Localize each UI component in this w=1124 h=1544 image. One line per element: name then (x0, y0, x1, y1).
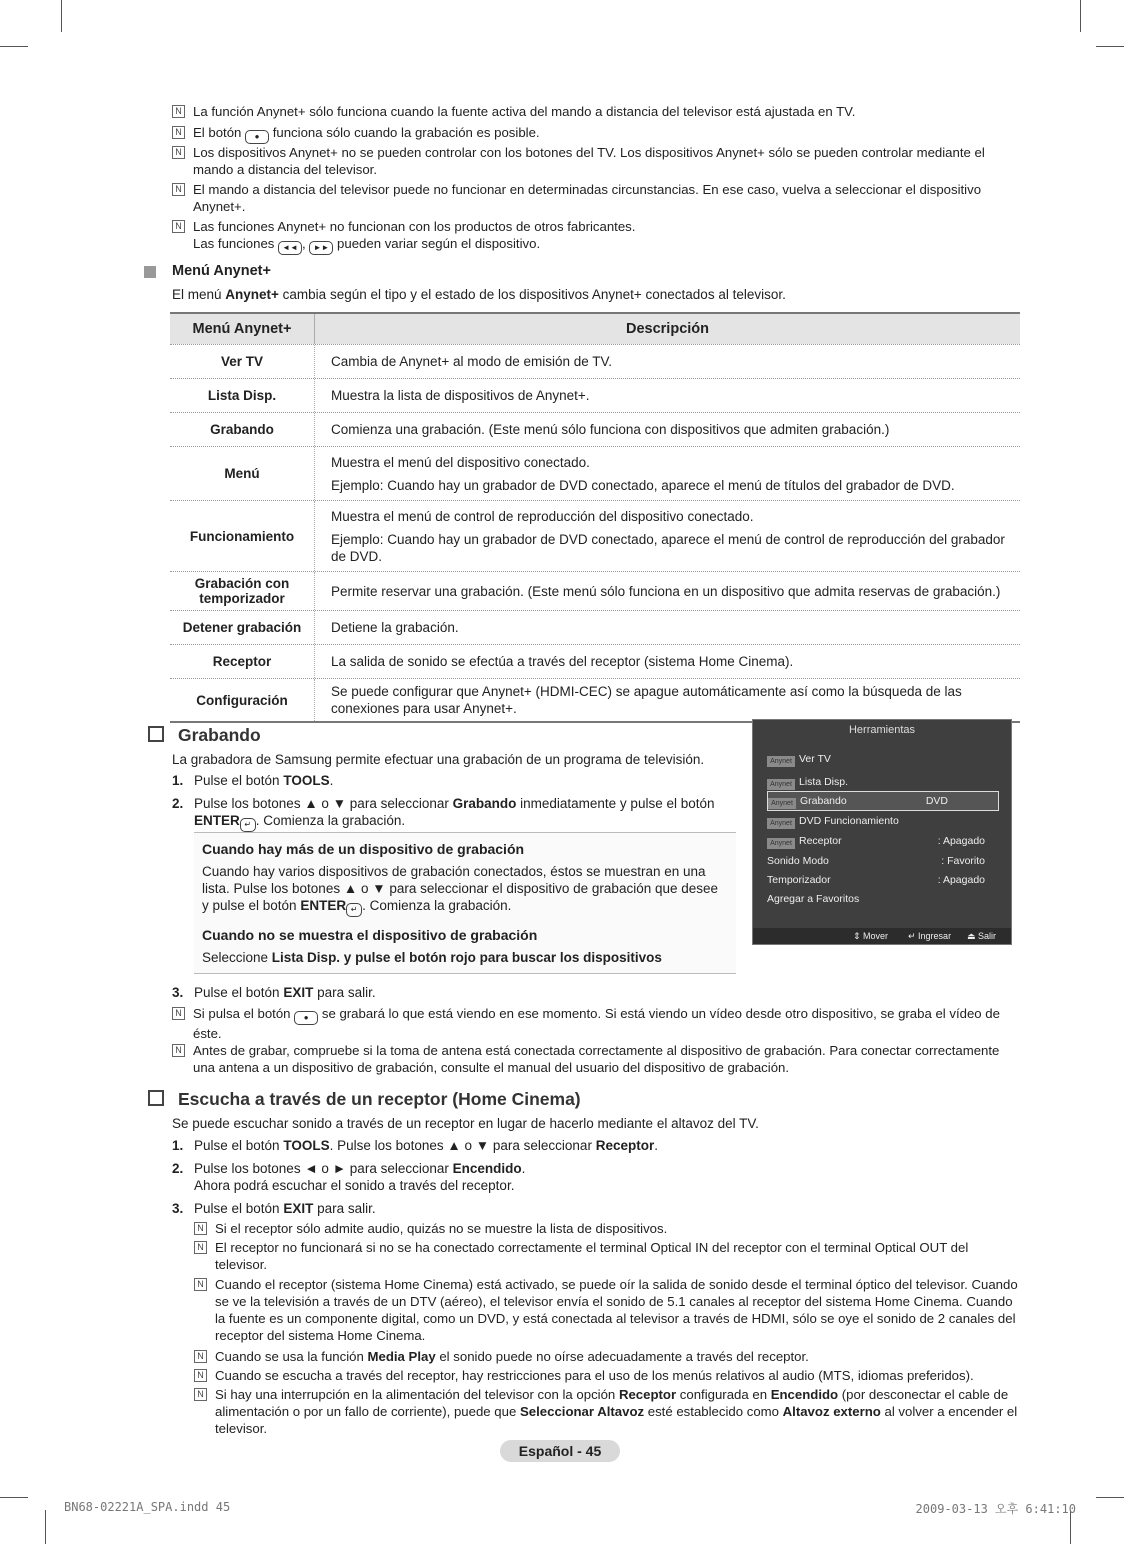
rewind-button-icon: ◄◄ (278, 241, 302, 255)
page-number: Español - 45 (500, 1440, 620, 1462)
section-title-grabando: Grabando (148, 725, 261, 746)
tools-menu-item: Sonido Modo : Favorito (767, 855, 985, 867)
table-cell-menu: Receptor (170, 645, 315, 678)
note: N La función Anynet+ sólo funciona cuando la fuente activa del mando a distancia del televisor está ajustada en TV. (172, 103, 1022, 120)
note-icon: N (172, 183, 185, 196)
table-row (170, 571, 1020, 610)
note: N Antes de grabar, compruebe si la toma de antena está conectada correctamente al dispositivo de grabación. Para conectar correctamente una antena a un dispositivo de grabación, consulte el manual del usuario del dispositivo de grabación. (172, 1042, 1022, 1076)
table-cell-menu: Configuración (170, 679, 315, 721)
table-cell-desc: Detiene la grabación. (331, 620, 459, 635)
section-heading: Menú Anynet+ (172, 263, 271, 279)
info-box (194, 832, 736, 974)
table-cell-menu: Grabación con temporizador (170, 572, 315, 610)
note-icon: N (194, 1388, 207, 1401)
note: N Cuando el receptor (sistema Home Cinema) está activado, se puede oír la salida de sonido desde el terminal óptico del televisor. Cuando se ve la televisión a través de un DTV (aéreo), el televisor envía el sonido de 5.1 canales al receptor del sistema Home Cinema. Cuando la fuente es un componente digital, como un DVD, y está conectada al televisor a través de HDMI, sólo se oye el sonido de 2 canales del receptor del sistema Home Cinema. (194, 1276, 1022, 1344)
crop-mark (1096, 46, 1124, 47)
table-cell-desc: Muestra el menú del dispositivo conectado. Ejemplo: Cuando hay un grabador de DVD conectado, aparece el menú de títulos del grabador de DVD. (331, 454, 955, 493)
crop-mark (0, 46, 28, 47)
escucha-intro: Se puede escuchar sonido a través de un receptor en lugar de hacerlo mediante el altavoz del TV. (172, 1116, 759, 1131)
crop-mark (61, 0, 62, 32)
table-cell-desc: Muestra la lista de dispositivos de Anynet+. (331, 388, 590, 403)
table-row (170, 678, 1020, 721)
crop-mark (1080, 0, 1081, 32)
tools-menu-screenshot (752, 719, 1012, 945)
note-icon: N (194, 1278, 207, 1291)
crop-mark (1096, 1497, 1124, 1498)
note: N Si pulsa el botón ● se grabará lo que está viendo en ese momento. Si está viendo un vídeo desde otro dispositivo, se graba el vídeo de éste. (172, 1005, 1022, 1042)
section-title-escucha: Escucha a través de un receptor (Home Cinema) (148, 1089, 581, 1110)
exit-hint: ⏏ Salir (967, 931, 997, 941)
info-heading: Cuando hay más de un dispositivo de grabación (202, 841, 525, 857)
note-icon: N (172, 1007, 185, 1020)
step: 1. Pulse el botón TOOLS. Pulse los botones ▲ o ▼ para seleccionar Receptor. (172, 1138, 658, 1153)
tools-menu-nav-bar (753, 928, 1011, 944)
file-info: BN68-02221A_SPA.indd 45 (64, 1500, 231, 1514)
note: N El receptor no funcionará si no se ha conectado correctamente el terminal Optical IN del receptor con el terminal Optical OUT del televisor. (194, 1239, 1022, 1273)
tools-menu-item-selected: Anynet Grabando DVD (767, 791, 999, 811)
tools-menu-item: Agregar a Favoritos (767, 893, 860, 905)
table-row (170, 446, 1020, 500)
note: N Cuando se escucha a través del receptor, hay restricciones para el uso de los menús relativos al audio (MTS, idiomas preferidos). (194, 1367, 1022, 1384)
table-row (170, 344, 1020, 378)
grabando-intro: La grabadora de Samsung permite efectuar una grabación de un programa de televisión. (172, 752, 705, 767)
anynet-icon: Anynet (767, 818, 795, 829)
table-cell-menu: Funcionamiento (170, 501, 315, 571)
table-cell-menu: Detener grabación (170, 611, 315, 644)
anynet-menu-table (170, 312, 1020, 723)
tools-menu-item: Anynet Ver TV (767, 750, 997, 768)
anynet-icon: Anynet (768, 798, 796, 809)
table-cell-desc: Comienza una grabación. (Este menú sólo funciona con dispositivos que admiten grabación.) (331, 422, 890, 437)
table-cell-desc: Permite reservar una grabación. (Este menú sólo funciona en un dispositivo que admita reservas de grabación.) (331, 583, 1001, 599)
note-icon: N (172, 126, 185, 139)
note: N Cuando se usa la función Media Play el sonido puede no oírse adecuadamente a través del receptor. (194, 1348, 1022, 1365)
note-icon: N (172, 146, 185, 159)
step: 2. Pulse los botones ▲ o ▼ para seleccionar Grabando inmediatamente y pulse el botón ENTER ↵ . Comienza la grabación. (172, 795, 762, 832)
section-bullet-icon (144, 266, 156, 278)
table-row (170, 500, 1020, 571)
note-icon: N (172, 105, 185, 118)
tools-menu-title: Herramientas (848, 724, 916, 736)
note: N Si hay una interrupción en la alimentación del televisor con la opción Receptor configurada en Encendido (por desconectar el cable de alimentación o por un fallo de corriente), puede que Seleccionar Altavoz esté establecido como Altavoz externo al volver a encender el televisor. (194, 1386, 1022, 1437)
table-row (170, 378, 1020, 412)
info-text: Seleccione Lista Disp. y pulse el botón rojo para buscar los dispositivos (202, 950, 662, 965)
tools-menu-item: Anynet Lista Disp. (767, 773, 997, 791)
table-cell-desc: La salida de sonido se efectúa a través del receptor (sistema Home Cinema). (331, 654, 794, 669)
note: N El botón ● funciona sólo cuando la grabación es posible. (172, 124, 1022, 144)
print-date: 2009-03-13 오후 6:41:10 (915, 1502, 1076, 1516)
crop-mark (0, 1497, 28, 1498)
table-row (170, 644, 1020, 678)
table-row (170, 412, 1020, 446)
note: N El mando a distancia del televisor puede no funcionar en determinadas circunstancias. En ese caso, vuelva a seleccionar el dispositivo Anynet+. (172, 181, 1022, 215)
step: 2. Pulse los botones ◄ o ► para seleccionar Encendido. Ahora podrá escuchar el sonido a través del receptor. (172, 1161, 526, 1193)
table-cell-menu: Ver TV (170, 345, 315, 378)
note: N Los dispositivos Anynet+ no se pueden controlar con los botones del TV. Los dispositivos Anynet+ sólo se pueden controlar mediante el mando a distancia del televisor. (172, 144, 1022, 178)
note: N Si el receptor sólo admite audio, quizás no se muestre la lista de dispositivos. (194, 1220, 1022, 1237)
info-heading: Cuando no se muestra el dispositivo de grabación (202, 927, 538, 943)
section-intro: El menú Anynet+ cambia según el tipo y el estado de los dispositivos Anynet+ conectados al televisor. (172, 287, 786, 302)
table-header-cell: Menú Anynet+ (170, 314, 315, 344)
note-icon: N (194, 1350, 207, 1363)
note-icon: N (194, 1369, 207, 1382)
table-cell-menu: Lista Disp. (170, 379, 315, 412)
anynet-icon: Anynet (767, 838, 795, 849)
table-cell-menu: Menú (170, 447, 315, 500)
move-hint: ⇕ Mover (853, 931, 889, 941)
section-box-icon (148, 726, 164, 742)
table-cell-desc: Muestra el menú de control de reproducción del dispositivo conectado. Ejemplo: Cuando hay un grabador de DVD conectado, aparece el menú de control de reproducción del grabador de DVD. (331, 508, 1005, 564)
note-icon: N (194, 1222, 207, 1235)
enter-icon: ↵ (346, 903, 362, 917)
step: 3. Pulse el botón EXIT para salir. (172, 1201, 376, 1216)
note-icon: N (172, 1044, 185, 1057)
table-row (170, 610, 1020, 644)
table-cell-desc: Cambia de Anynet+ al modo de emisión de TV. (331, 354, 613, 369)
table-cell-desc: Se puede configurar que Anynet+ (HDMI-CEC) se apague automáticamente así como la búsqueda de las conexiones para usar Anynet+. (331, 684, 962, 716)
tools-menu-item: Anynet DVD Funcionamiento (767, 812, 997, 830)
note: N Las funciones Anynet+ no funcionan con los productos de otros fabricantes. Las funciones ◄◄ , ►► pueden variar según el dispositivo. (172, 218, 1022, 255)
section-box-icon (148, 1090, 164, 1106)
step: 1. Pulse el botón TOOLS. (172, 773, 334, 788)
step: 3. Pulse el botón EXIT para salir. (172, 985, 376, 1000)
note-icon: N (194, 1241, 207, 1254)
anynet-icon: Anynet (767, 756, 795, 767)
enter-hint: ↵ Ingresar (908, 931, 952, 941)
enter-icon: ↵ (240, 818, 256, 832)
table-header-cell: Descripción (626, 321, 709, 337)
anynet-icon: Anynet (767, 779, 795, 790)
fast-forward-button-icon: ►► (309, 241, 333, 255)
tools-menu-item: Temporizador : Apagado (767, 874, 985, 886)
info-text: Cuando hay varios dispositivos de grabación conectados, éstos se muestran en una lista. Pulse los botones ▲ o ▼ para seleccionar el dispositivo de grabación que desee y pulse el botón ENTER ↵ . Comienza la grabación. (202, 863, 722, 917)
record-button-icon: ● (245, 130, 269, 144)
tools-menu-item: Anynet Receptor : Apagado (767, 832, 997, 850)
note-icon: N (172, 220, 185, 233)
crop-mark (45, 1510, 46, 1544)
table-cell-menu: Grabando (170, 413, 315, 446)
table-header (170, 314, 1020, 344)
record-button-icon: ● (294, 1011, 318, 1025)
